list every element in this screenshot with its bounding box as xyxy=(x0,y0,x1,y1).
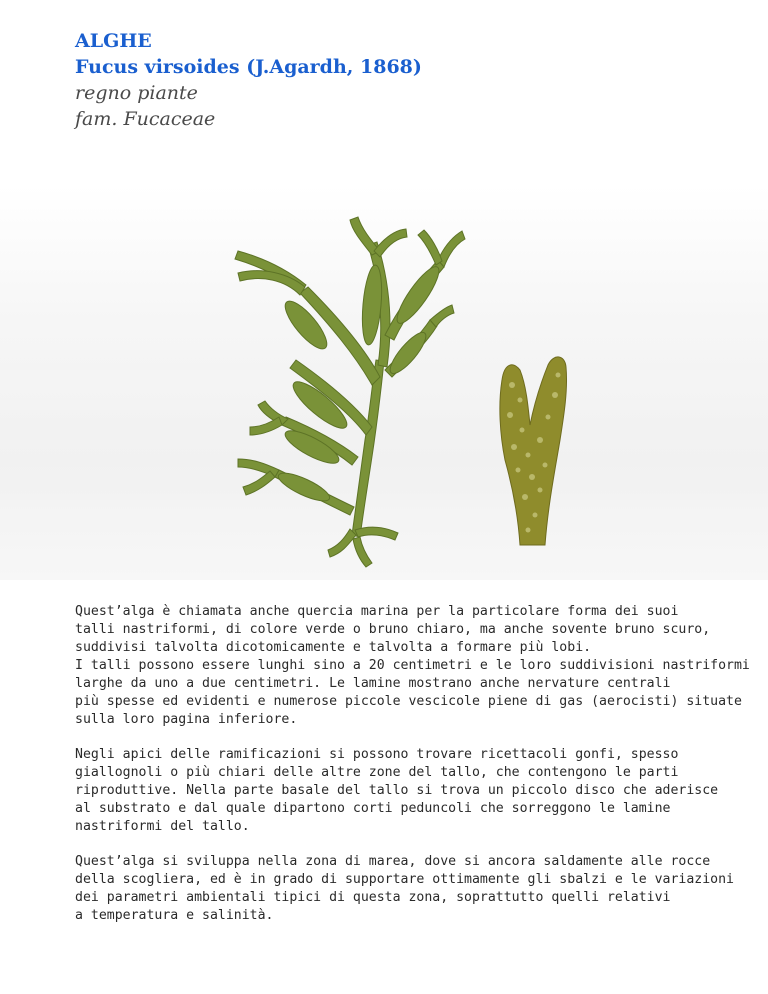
algae-illustration xyxy=(0,185,768,580)
paragraph-1 xyxy=(75,603,750,729)
text-line: riproduttive. Nella parte basale del tallo si trova un piccolo disco che aderisce xyxy=(75,783,719,798)
category-title: ALGHE xyxy=(75,30,152,52)
algae-drawing xyxy=(0,185,768,580)
paragraph-2 xyxy=(75,746,719,836)
text-line: sulla loro pagina inferiore. xyxy=(75,712,298,727)
text-line: al substrato e dal quale dipartono corti peduncoli che sorreggono le lamine xyxy=(75,801,671,816)
species-header xyxy=(75,28,695,132)
text-line: della scogliera, ed è in grado di supportare ottimamente gli sbalzi e le variazioni xyxy=(75,872,734,887)
text-line: Negli apici delle ramificazioni si possono trovare ricettacoli gonfi, spesso xyxy=(75,747,679,762)
text-line: nastriformi del tallo. xyxy=(75,819,250,834)
kingdom-label: regno piante xyxy=(75,82,198,104)
paragraph-3 xyxy=(75,853,734,925)
text-line: I talli possono essere lunghi sino a 20 centimetri e le loro suddivisioni nastriformi xyxy=(75,658,750,673)
text-line: Quest’alga è chiamata anche quercia marina per la particolare forma dei suoi xyxy=(75,604,679,619)
text-line: a temperatura e salinità. xyxy=(75,908,274,923)
text-line: Quest’alga si sviluppa nella zona di marea, dove si ancora saldamente alle rocce xyxy=(75,854,711,869)
text-line: talli nastriformi, di colore verde o bruno chiaro, ma anche sovente bruno scuro, xyxy=(75,622,711,637)
family-label: fam. Fucaceae xyxy=(75,108,216,130)
text-line: dei parametri ambientali tipici di questa zona, soprattutto quelli relativi xyxy=(75,890,671,905)
species-name: Fucus virsoides (J.Agardh, 1868) xyxy=(75,56,422,78)
text-line: più spesse ed evidenti e numerose piccole vescicole piene di gas (aerocisti) situate xyxy=(75,694,742,709)
text-line: suddivisi talvolta dicotomicamente e talvolta a formare più lobi. xyxy=(75,640,592,655)
seaweed-thallus-icon xyxy=(235,217,465,567)
receptacle-icon xyxy=(500,357,567,545)
text-line: giallognoli o più chiari delle altre zone del tallo, che contengono le parti xyxy=(75,765,679,780)
description-text xyxy=(75,603,750,942)
text-line: larghe da uno a due centimetri. Le lamine mostrano anche nervature centrali xyxy=(75,676,671,691)
